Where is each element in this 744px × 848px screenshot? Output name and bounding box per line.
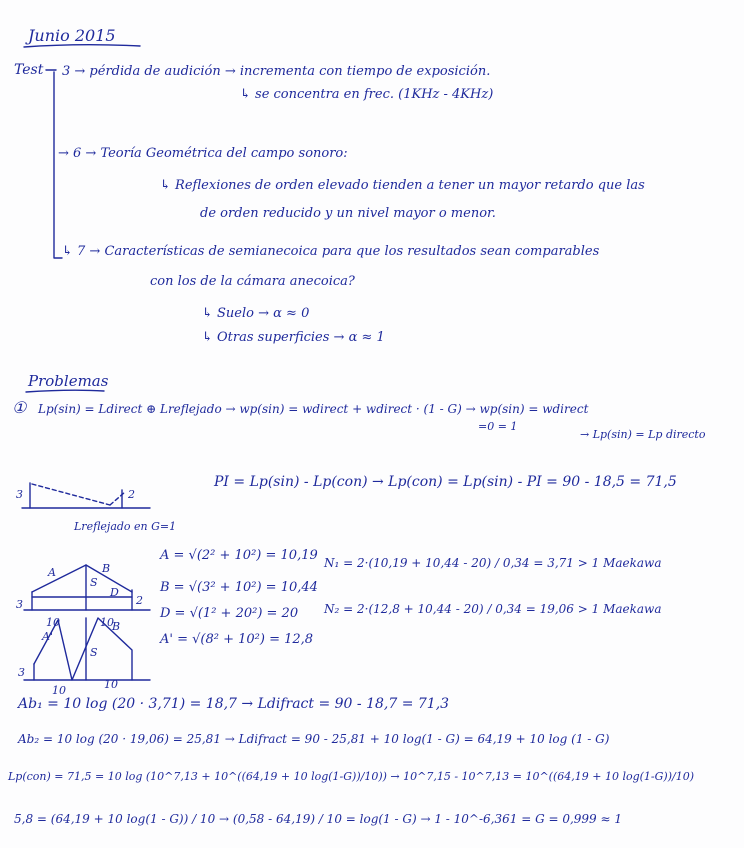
reflection-label: Lreflejado en G=1 <box>74 520 177 533</box>
svg-text:B: B <box>112 620 121 633</box>
fresnel-n2: N₂ = 2·(12,8 + 10,44 - 20) / 0,34 = 19,06 > 1 Maekawa <box>324 602 662 616</box>
eq1-tail: → Lp(sin) = Lp directo <box>580 428 706 441</box>
svg-text:S: S <box>90 646 98 659</box>
eq1-under: =0 = 1 <box>478 420 518 433</box>
geom-D: D = √(1² + 20²) = 20 <box>160 606 299 621</box>
test-label: Test <box>14 62 44 78</box>
svg-text:S: S <box>90 576 98 589</box>
q7-floor: ↳ Suelo → α ≈ 0 <box>202 306 310 321</box>
svg-text:B: B <box>102 562 111 575</box>
q6-main: → 6 → Teoría Geométrica del campo sonoro: <box>58 146 348 161</box>
q6-sub1: ↳ Reflexiones de orden elevado tienden a tener un mayor retardo que las <box>160 178 645 193</box>
geom-B: B = √(3² + 10²) = 10,44 <box>160 580 318 595</box>
q7-sub: con los de la cámara anecoica? <box>150 274 355 289</box>
problem-number: ① <box>12 398 27 417</box>
svg-text:10: 10 <box>46 616 60 629</box>
q7-main: ↳ 7 → Características de semianecoica para que los resultados sean comparables <box>62 244 600 259</box>
eq1: Lp(sin) = Ldirect ⊕ Lreflejado → wp(sin) = wdirect + wdirect · (1 - G) → wp(sin) = wdirect <box>38 402 589 416</box>
q3-main: 3 → pérdida de audición → incrementa con tiempo de exposición. <box>62 64 491 79</box>
pi-equation: PI = Lp(sin) - Lp(con) → Lp(con) = Lp(sin) - PI = 90 - 18,5 = 71,5 <box>214 474 677 490</box>
svg-text:10: 10 <box>104 678 118 691</box>
svg-text:D: D <box>110 586 119 599</box>
q6-sub2: de orden reducido y un nivel mayor o menor. <box>200 206 496 221</box>
q3-sub: ↳ se concentra en frec. (1KHz - 4KHz) <box>240 87 494 102</box>
svg-text:3: 3 <box>16 598 23 611</box>
diagram-height-2: 2 <box>128 488 135 501</box>
svg-text:A': A' <box>42 630 53 643</box>
svg-text:10: 10 <box>52 684 66 697</box>
final-equation: 5,8 = (64,19 + 10 log(1 - G)) / 10 → (0,58 - 64,19) / 10 = log(1 - G) → 1 - 10^-6,361 = G = 0,999 ≈ 1 <box>14 812 623 826</box>
lpcon-equation: Lp(con) = 71,5 = 10 log (10^7,13 + 10^((64,19 + 10 log(1-G))/10)) → 10^7,15 - 10^7,13 = 10^((64,19 + 10 log(1-G))/10) <box>8 770 695 783</box>
diagram-height-3: 3 <box>16 488 23 501</box>
fresnel-n1: N₁ = 2·(10,19 + 10,44 - 20) / 0,34 = 3,71 > 1 Maekawa <box>324 556 662 570</box>
page-title: Junio 2015 <box>28 26 116 45</box>
svg-text:10: 10 <box>100 616 114 629</box>
geom-A: A = √(2² + 10²) = 10,19 <box>160 548 318 563</box>
problems-heading: Problemas <box>28 372 109 390</box>
geom-A-prime: A' = √(8² + 10²) = 12,8 <box>160 632 314 647</box>
q7-others: ↳ Otras superficies → α ≈ 1 <box>202 330 385 345</box>
svg-text:A: A <box>48 566 56 579</box>
ab2-equation: Ab₂ = 10 log (20 · 19,06) = 25,81 → Ldifract = 90 - 25,81 + 10 log(1 - G) = 64,19 + 10 log (1 - G) <box>18 732 610 746</box>
svg-text:3: 3 <box>18 666 25 679</box>
ab1-equation: Ab₁ = 10 log (20 · 3,71) = 18,7 → Ldifract = 90 - 18,7 = 71,3 <box>18 696 450 712</box>
svg-text:2: 2 <box>136 594 143 607</box>
